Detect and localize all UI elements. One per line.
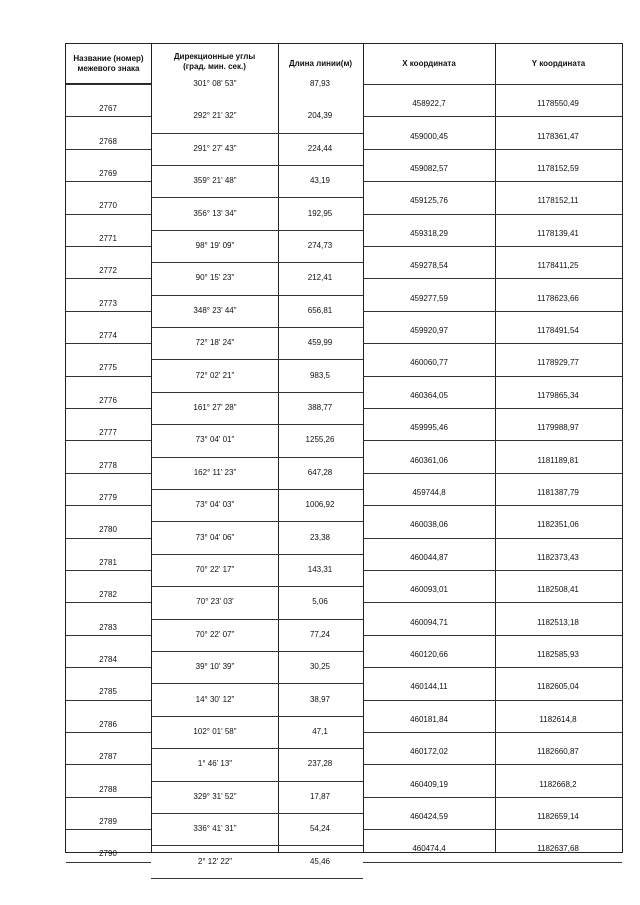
row-divider xyxy=(151,230,363,231)
segment-line-length: 30,25 xyxy=(309,662,331,672)
point-name: 2776 xyxy=(99,395,117,405)
point-x-coordinate: 460044,87 xyxy=(410,552,448,562)
segment-direction-angle: 73° 04' 06" xyxy=(195,532,235,542)
point-y-coordinate: 1178139,41 xyxy=(537,228,579,238)
row-divider xyxy=(66,505,151,506)
row-divider xyxy=(66,732,151,733)
row-divider xyxy=(363,149,622,150)
segment-direction-angle: 70° 22' 17" xyxy=(195,565,235,574)
row-divider xyxy=(151,748,363,749)
point-x-coordinate: 459318,29 xyxy=(410,228,448,238)
row-divider xyxy=(363,408,622,409)
row-divider xyxy=(66,473,151,474)
row-divider xyxy=(66,149,151,150)
point-x-coordinate: 458922,7 xyxy=(412,99,446,109)
row-divider xyxy=(151,554,363,555)
row-divider xyxy=(66,602,151,603)
point-name: 2783 xyxy=(99,622,117,632)
row-divider xyxy=(363,797,622,798)
point-name: 2773 xyxy=(99,298,117,308)
point-name: 2781 xyxy=(99,557,117,567)
row-divider xyxy=(363,278,622,279)
point-y-coordinate: 1182659,14 xyxy=(537,812,579,821)
point-y-coordinate: 1178491,54 xyxy=(537,326,579,335)
point-y-coordinate: 1182637,68 xyxy=(537,844,579,854)
point-y-coordinate: 1178361,47 xyxy=(537,131,579,141)
point-y-coordinate: 1182351,06 xyxy=(537,520,579,530)
row-divider xyxy=(151,813,363,814)
row-divider xyxy=(66,116,151,117)
row-divider xyxy=(363,700,622,701)
segment-direction-angle: 336° 41' 31" xyxy=(193,824,237,834)
point-name: 2780 xyxy=(99,525,117,535)
header-length xyxy=(278,44,363,84)
point-y-coordinate: 1178623,66 xyxy=(537,293,579,303)
point-x-coordinate: 460094,71 xyxy=(410,617,448,627)
survey-coordinates-table xyxy=(65,43,623,866)
segment-direction-angle: 72° 02' 21" xyxy=(195,370,235,380)
segment-direction-angle: 2° 12' 22" xyxy=(197,856,233,866)
row-divider xyxy=(363,862,622,863)
row-divider xyxy=(66,797,151,798)
point-x-coordinate: 459082,57 xyxy=(410,164,448,173)
row-divider xyxy=(151,457,363,458)
row-divider xyxy=(151,521,363,522)
segment-direction-angle: 1° 46' 13" xyxy=(197,759,233,769)
column-divider xyxy=(495,44,496,852)
row-divider xyxy=(363,635,622,636)
row-divider xyxy=(151,295,363,296)
row-divider xyxy=(363,246,622,247)
row-divider xyxy=(363,538,622,539)
row-divider xyxy=(151,683,363,684)
point-x-coordinate: 459125,76 xyxy=(410,196,448,206)
header-x xyxy=(363,44,495,84)
point-x-coordinate: 460120,66 xyxy=(410,650,448,659)
row-divider xyxy=(363,602,622,603)
segment-line-length: 17,87 xyxy=(309,791,331,801)
segment-direction-angle: 359° 21' 48" xyxy=(193,176,237,186)
header-y-label: Y координата xyxy=(531,59,586,68)
point-y-coordinate: 1182668,2 xyxy=(539,779,577,789)
segment-direction-angle: 14° 30' 12" xyxy=(195,694,235,704)
point-name: 2768 xyxy=(99,136,117,146)
row-divider xyxy=(363,764,622,765)
segment-line-length: 212,41 xyxy=(307,273,333,283)
segment-direction-angle: 348° 23' 44" xyxy=(193,305,237,315)
row-divider xyxy=(66,311,151,312)
point-name: 2771 xyxy=(99,233,117,243)
segment-line-length: 192,95 xyxy=(307,208,333,218)
row-divider xyxy=(363,84,622,85)
point-x-coordinate: 460424,59 xyxy=(410,812,448,821)
segment-line-length: 983,5 xyxy=(309,370,331,380)
point-x-coordinate: 460364,05 xyxy=(410,390,448,400)
segment-line-length: 54,24 xyxy=(309,824,331,834)
segment-line-length: 1006,92 xyxy=(305,500,335,510)
row-divider xyxy=(151,651,363,652)
row-divider xyxy=(66,700,151,701)
row-divider xyxy=(151,133,363,134)
row-divider xyxy=(151,845,363,846)
segment-line-length: 23,38 xyxy=(309,532,331,542)
row-divider xyxy=(363,667,622,668)
row-divider xyxy=(363,116,622,117)
point-name: 2787 xyxy=(99,752,117,762)
segment-direction-angle: 39° 10' 39" xyxy=(195,662,235,672)
row-divider xyxy=(151,619,363,620)
segment-direction-angle: 356° 13' 34" xyxy=(193,208,237,218)
point-y-coordinate: 1178152,59 xyxy=(537,164,579,173)
segment-direction-angle: 301° 08' 53" xyxy=(193,79,237,88)
row-divider xyxy=(66,246,151,247)
row-divider xyxy=(66,862,151,863)
column-divider xyxy=(363,44,364,852)
point-y-coordinate: 1179865,34 xyxy=(537,390,579,400)
point-name: 2779 xyxy=(99,493,117,502)
point-x-coordinate: 459744,8 xyxy=(412,488,446,497)
row-divider xyxy=(151,165,363,166)
segment-line-length: 43,19 xyxy=(309,176,331,186)
point-name: 2775 xyxy=(99,363,117,373)
row-divider xyxy=(151,781,363,782)
header-name-line-1: Название (номер) xyxy=(73,53,144,63)
segment-direction-angle: 98° 19' 09" xyxy=(195,241,235,250)
point-x-coordinate: 459920,97 xyxy=(410,326,448,335)
row-divider xyxy=(66,667,151,668)
point-name: 2789 xyxy=(99,817,117,826)
segment-line-length: 38,97 xyxy=(309,694,331,704)
point-x-coordinate: 459995,46 xyxy=(410,423,448,433)
row-divider xyxy=(363,343,622,344)
segment-direction-angle: 73° 04' 01" xyxy=(195,435,235,445)
point-x-coordinate: 460038,06 xyxy=(410,520,448,530)
point-y-coordinate: 1179988,97 xyxy=(537,423,579,433)
segment-line-length: 1255,26 xyxy=(305,435,335,445)
point-name: 2782 xyxy=(99,590,117,600)
header-length-label: Длина линии(м) xyxy=(288,59,353,68)
header-x-label: X координата xyxy=(402,59,456,68)
point-name: 2786 xyxy=(99,719,117,729)
row-divider xyxy=(151,197,363,198)
segment-line-length: 47,1 xyxy=(312,727,328,736)
point-y-coordinate: 1182373,43 xyxy=(537,552,579,562)
segment-line-length: 647,28 xyxy=(307,467,333,477)
row-divider xyxy=(151,586,363,587)
row-divider xyxy=(363,473,622,474)
row-divider xyxy=(363,376,622,377)
segment-direction-angle: 292° 21' 32" xyxy=(193,111,237,121)
point-y-coordinate: 1182513,18 xyxy=(537,617,579,627)
point-y-coordinate: 1182605,04 xyxy=(537,682,579,692)
row-divider xyxy=(66,343,151,344)
point-y-coordinate: 1182585,93 xyxy=(537,650,579,659)
point-name: 2772 xyxy=(99,266,117,276)
segment-line-length: 204,39 xyxy=(307,111,333,121)
row-divider xyxy=(66,214,151,215)
point-y-coordinate: 1182508,41 xyxy=(537,585,579,595)
point-y-coordinate: 1181189,81 xyxy=(537,455,579,465)
header-name xyxy=(66,44,151,84)
segment-direction-angle: 291° 27' 43" xyxy=(193,143,237,153)
row-divider xyxy=(151,359,363,360)
header-name-line-2: межевого знака xyxy=(77,63,140,73)
point-x-coordinate: 460060,77 xyxy=(410,358,448,368)
row-divider xyxy=(363,505,622,506)
header-y xyxy=(495,44,622,84)
row-divider xyxy=(66,84,151,85)
segment-line-length: 87,93 xyxy=(309,79,331,88)
row-divider xyxy=(363,732,622,733)
row-divider xyxy=(151,392,363,393)
segment-line-length: 45,46 xyxy=(309,856,331,866)
point-x-coordinate: 459278,54 xyxy=(410,261,448,271)
point-x-coordinate: 460409,19 xyxy=(410,779,448,789)
row-divider xyxy=(66,408,151,409)
point-name: 2778 xyxy=(99,460,117,470)
point-name: 2784 xyxy=(99,655,117,664)
point-y-coordinate: 1182614,8 xyxy=(539,714,577,724)
segment-direction-angle: 102° 01' 58" xyxy=(193,727,237,736)
point-name: 2788 xyxy=(99,784,117,794)
segment-direction-angle: 72° 18' 24" xyxy=(195,338,235,348)
row-divider xyxy=(363,214,622,215)
point-name: 2770 xyxy=(99,201,117,211)
segment-direction-angle: 329° 31' 52" xyxy=(193,791,237,801)
row-divider xyxy=(151,489,363,490)
segment-line-length: 656,81 xyxy=(307,305,333,315)
row-divider xyxy=(66,570,151,571)
point-x-coordinate: 459277,59 xyxy=(410,293,448,303)
row-divider xyxy=(66,635,151,636)
point-name: 2785 xyxy=(99,687,117,697)
row-divider xyxy=(66,181,151,182)
segment-direction-angle: 70° 23' 03' xyxy=(196,597,234,607)
segment-direction-angle: 90° 15' 23" xyxy=(195,273,235,283)
point-y-coordinate: 1181387,79 xyxy=(537,488,579,497)
row-divider xyxy=(66,829,151,830)
point-x-coordinate: 460361,06 xyxy=(410,455,448,465)
row-divider xyxy=(151,424,363,425)
segment-direction-angle: 162° 11' 23" xyxy=(193,467,237,477)
segment-line-length: 388,77 xyxy=(307,403,333,412)
point-y-coordinate: 1182660,87 xyxy=(537,747,579,757)
row-divider xyxy=(151,262,363,263)
header-angles xyxy=(151,44,278,80)
point-x-coordinate: 460181,84 xyxy=(410,714,448,724)
point-x-coordinate: 460093,01 xyxy=(410,585,448,595)
segment-line-length: 143,31 xyxy=(307,565,333,574)
segment-line-length: 77,24 xyxy=(309,629,331,639)
point-y-coordinate: 1178411,25 xyxy=(537,261,579,271)
segment-line-length: 5,06 xyxy=(312,597,328,607)
segment-line-length: 237,28 xyxy=(307,759,333,769)
point-y-coordinate: 1178550,49 xyxy=(537,99,579,109)
point-name: 2769 xyxy=(99,169,117,178)
row-divider xyxy=(66,764,151,765)
row-divider xyxy=(151,327,363,328)
point-x-coordinate: 460144,11 xyxy=(410,682,448,692)
point-y-coordinate: 1178152,11 xyxy=(537,196,579,206)
row-divider xyxy=(66,440,151,441)
segment-line-length: 459,99 xyxy=(307,338,333,348)
row-divider xyxy=(66,278,151,279)
segment-line-length: 224,44 xyxy=(307,143,333,153)
segment-line-length: 274,73 xyxy=(307,241,333,250)
row-divider xyxy=(66,376,151,377)
point-name: 2790 xyxy=(99,849,117,859)
row-divider xyxy=(363,440,622,441)
row-divider xyxy=(151,878,363,879)
segment-direction-angle: 70° 22' 07" xyxy=(195,629,235,639)
row-divider xyxy=(363,829,622,830)
row-divider xyxy=(363,311,622,312)
point-name: 2767 xyxy=(99,104,117,114)
row-divider xyxy=(363,181,622,182)
point-x-coordinate: 459000,45 xyxy=(410,131,448,141)
header-angles-line-1: Дирекционные углы xyxy=(173,52,256,61)
row-divider xyxy=(363,570,622,571)
point-x-coordinate: 460474,4 xyxy=(412,844,446,854)
row-divider xyxy=(66,538,151,539)
segment-direction-angle: 73° 04' 03" xyxy=(195,500,235,510)
point-name: 2777 xyxy=(99,428,117,438)
row-divider xyxy=(151,716,363,717)
point-name: 2774 xyxy=(99,331,117,340)
segment-direction-angle: 161° 27' 28" xyxy=(193,403,237,412)
header-angles-line-2: (град. мин. сек.) xyxy=(183,62,246,71)
point-y-coordinate: 1178929,77 xyxy=(537,358,579,368)
point-x-coordinate: 460172,02 xyxy=(410,747,448,757)
